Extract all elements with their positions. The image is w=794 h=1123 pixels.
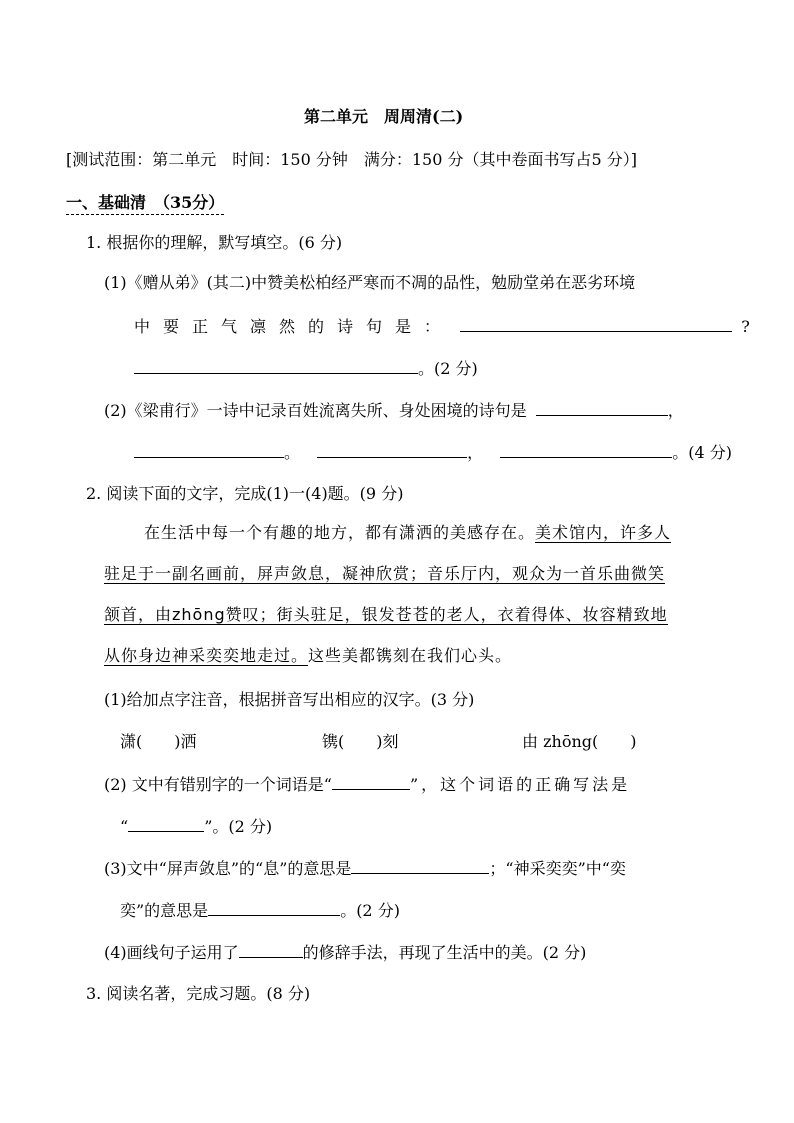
question-1-stem: 1. 根据你的理解，默写填空。(6 分) (86, 233, 343, 252)
q1-part1-prompt: 中要正气凛然的诗句是： (134, 317, 454, 336)
q2-sub1-stem: (1)给加点字注音，根据拼音写出相应的汉字。(3 分) (104, 690, 475, 709)
passage-text: 这些美都镌刻在我们心头。 (308, 646, 513, 665)
answer-blank[interactable] (460, 315, 732, 332)
passage-text: 颔首，由 (104, 605, 173, 624)
underlined-sentence: 从你身边神采奕奕地走过。 (104, 646, 309, 665)
q1-part2-comma2: ， (467, 443, 484, 462)
q1-part2-period: 。 (284, 443, 301, 462)
question-3-stem: 3. 阅读名著，完成习题。(8 分) (86, 984, 311, 1003)
answer-blank[interactable] (536, 399, 668, 416)
q2-sub4-end: 的修辞手法，再现了生活中的美。(2 分) (302, 943, 587, 962)
answer-blank[interactable] (239, 941, 303, 958)
q2-sub3-line2 (120, 899, 400, 922)
q2-sub3-prompt-2: 奕”的意思是 (120, 901, 209, 920)
q2-sub2-line1 (104, 773, 630, 796)
q1-part2-line2 (134, 441, 732, 464)
question-2-stem: 2. 阅读下面的文字，完成(1)一(4)题。(9 分) (86, 484, 404, 503)
q2-sub4-prompt: (4)画线句子运用了 (104, 943, 239, 962)
answer-blank[interactable] (351, 857, 489, 874)
passage-line-3 (104, 604, 668, 626)
passage-line-2 (104, 563, 665, 585)
q1-part2-prompt: (2)《梁甫行》一诗中记录百姓流离失所、身处困境的诗句是 (104, 401, 527, 420)
pinyin-text: zhōng (172, 605, 226, 624)
q1-part2-comma: ， (667, 401, 684, 420)
q2-sub4 (104, 941, 586, 964)
q2-sub3-end: 。(2 分) (340, 901, 400, 920)
q2-sub2-prompt: (2) 文中有错别字的一个词语是“ (104, 775, 332, 794)
section-heading (66, 192, 224, 214)
q2-sub1-item-c[interactable]: 由 zhōng( ) (522, 732, 637, 751)
section-1-label: 一、基础清 （35分） (66, 193, 224, 215)
quote-open: “ (120, 817, 129, 836)
q2-sub1-item-b[interactable]: 镌( )刻 (322, 732, 399, 751)
q1-part2-line1 (104, 399, 684, 422)
passage-line-4 (104, 645, 512, 667)
answer-blank[interactable] (134, 441, 284, 458)
q1-part1-question-mark: ? (741, 317, 750, 336)
underlined-sentence: 驻足于一副名画前，屏声敛息，凝神欣赏；音乐厅内，观众为一首乐曲微笑 (104, 564, 666, 583)
q2-sub2-end: ”。(2 分) (204, 817, 273, 836)
q2-sub2-line2 (120, 815, 272, 838)
underlined-sentence (104, 605, 668, 625)
q1-part1-line1: (1)《赠从弟》(其二)中赞美松柏经严寒而不凋的品性，勉励堂弟在恶劣环境 (104, 273, 636, 292)
q1-part1-end: 。(2 分) (418, 359, 478, 378)
passage-line-1 (144, 522, 671, 544)
page-title: 第二单元 周周清(二) (304, 107, 464, 126)
q1-part1-line2 (134, 315, 750, 338)
q2-sub3-prompt: (3)文中“屏声敛息”的“息”的意思是 (104, 859, 352, 878)
q2-sub3-prompt-cont: ；“神采奕奕”中“奕 (489, 859, 626, 878)
answer-blank[interactable] (128, 815, 204, 832)
q1-part1-line3 (134, 357, 478, 380)
answer-blank[interactable] (134, 357, 418, 374)
answer-blank[interactable] (208, 899, 340, 916)
passage-text: 赞叹；街头驻足，银发苍苍的老人，衣着得体、妆容精致地 (225, 605, 668, 624)
q2-sub1-item-a[interactable]: 潇( )洒 (120, 732, 197, 751)
answer-blank[interactable] (332, 773, 410, 790)
answer-blank[interactable] (317, 441, 467, 458)
q1-part2-end: 。(4 分) (672, 443, 732, 462)
test-scope: [测试范围：第二单元 时间：150 分钟 满分：150 分（其中卷面书写占5 分）] (66, 150, 638, 169)
q2-sub2-prompt-cont: ”，这个词语的正确写法是 (409, 775, 631, 794)
passage-text: 在生活中每一个有趣的地方，都有潇洒的美感存在。 (144, 523, 536, 542)
underlined-sentence: 美术馆内，许多人 (535, 523, 672, 542)
answer-blank[interactable] (500, 441, 672, 458)
q2-sub3-line1 (104, 857, 626, 880)
